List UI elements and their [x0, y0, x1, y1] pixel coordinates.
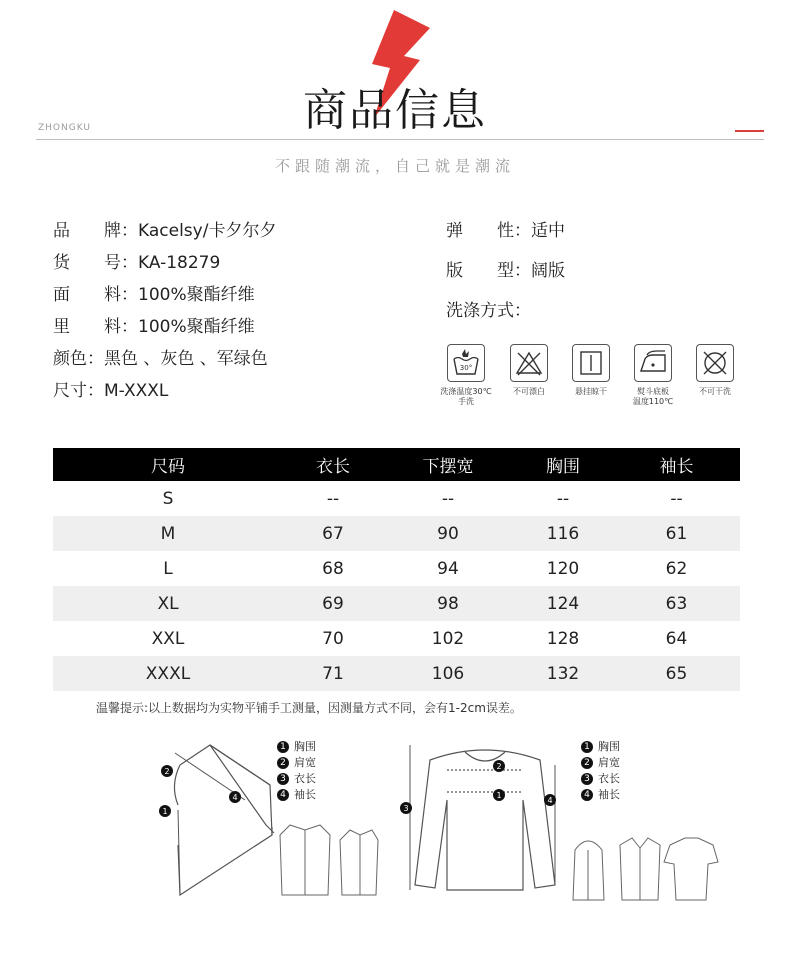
table-cell: 69: [283, 586, 383, 621]
table-row: [53, 481, 740, 516]
svg-text:2: 2: [496, 762, 502, 771]
svg-text:1: 1: [162, 807, 168, 816]
table-cell: 62: [665, 558, 688, 579]
size-row: [53, 376, 168, 401]
garment-thumbnails: [570, 830, 720, 905]
table-cell: 64: [665, 628, 688, 649]
fabric-row: [53, 280, 255, 305]
table-header-row: [53, 448, 740, 481]
care-hand-wash: [435, 344, 497, 407]
table-cell: 94: [437, 558, 459, 579]
table-cell: 71: [283, 656, 383, 691]
table-cell: 61: [613, 516, 740, 551]
elasticity-label: 弹 性：: [446, 221, 531, 241]
care-iron: [622, 344, 684, 407]
slogan: 不跟随潮流，自己就是潮流: [274, 157, 515, 175]
color-value: 黑色 、灰色 、军绿色: [104, 349, 268, 369]
care-caption: 温度110℃: [632, 397, 674, 406]
care-caption: 不可漂白: [513, 387, 545, 396]
item-no-row: [53, 248, 220, 273]
legend-left: [277, 739, 316, 803]
size-label: 尺寸：: [53, 381, 104, 401]
table-cell: 124: [513, 586, 613, 621]
table-cell: 65: [613, 656, 740, 691]
legend-item: 1 胸围: [581, 739, 620, 755]
brand-watermark: ZHONGKU: [38, 123, 91, 133]
legend-item: 2 肩宽: [277, 755, 316, 771]
table-cell: 98: [383, 586, 513, 621]
fabric-value: 100%聚酯纤维: [138, 285, 255, 305]
svg-text:4: 4: [547, 796, 553, 805]
care-caption: 手洗: [458, 397, 474, 406]
header-hem: 下摆宽: [383, 448, 513, 481]
table-cell: 132: [513, 656, 613, 691]
fit-value: 阔版: [531, 261, 565, 281]
svg-text:1: 1: [496, 791, 502, 800]
table-cell: 67: [283, 516, 383, 551]
table-cell: M: [53, 516, 283, 551]
color-label: 颜色：: [53, 349, 104, 369]
table-cell: 120: [546, 558, 580, 579]
care-caption: 不可干洗: [699, 387, 731, 396]
page-title: 商品信息: [303, 85, 487, 136]
legend-item: 3 衣长: [581, 771, 620, 787]
hang-dry-icon: [573, 345, 609, 381]
color-row: [53, 344, 268, 369]
table-cell: 102: [431, 628, 465, 649]
table-cell: --: [670, 488, 683, 509]
legend-item: 1 胸围: [277, 739, 316, 755]
lining-row: [53, 312, 255, 337]
table-cell: 63: [613, 586, 740, 621]
size-value: M-XXXL: [104, 381, 169, 401]
no-dry-clean-icon: [697, 345, 733, 381]
table-cell: 90: [383, 516, 513, 551]
header-chest: 胸围: [513, 448, 613, 481]
care-caption: 熨斗底板: [637, 387, 669, 396]
sweater-measure-illustration: [395, 740, 575, 900]
table-row: [53, 516, 740, 551]
care-no-bleach: [498, 344, 560, 397]
divider: [36, 139, 764, 140]
wash-temp: 30°: [459, 364, 473, 372]
table-cell: 70: [322, 628, 344, 649]
hand-wash-30-icon: [448, 345, 484, 381]
table-row: [53, 656, 740, 691]
table-row: [53, 586, 740, 621]
table-cell: 68: [322, 558, 344, 579]
svg-text:2: 2: [164, 767, 170, 776]
lining-value: 100%聚酯纤维: [138, 317, 255, 337]
elasticity-value: 适中: [531, 221, 565, 241]
table-row: [53, 551, 740, 586]
table-cell: S: [162, 488, 174, 509]
care-no-dry-clean: [684, 344, 746, 397]
header-size: 尺码: [53, 448, 283, 481]
accent-line: [735, 130, 764, 132]
brand-value: Kacelsy/卡夕尔夕: [138, 221, 277, 241]
brand-row: [53, 216, 276, 241]
legend-item: 2 肩宽: [581, 755, 620, 771]
item-no-label: 货 号：: [53, 253, 138, 273]
svg-text:4: 4: [232, 793, 238, 802]
measurement-note: 温馨提示:以上数据均为实物平铺手工测量，因测量方式不同，会有1-2cm误差。: [96, 701, 522, 715]
table-cell: XXL: [151, 628, 185, 649]
table-cell: --: [556, 488, 570, 509]
table-cell: --: [326, 488, 340, 509]
brand-label: 品 牌：: [53, 221, 138, 241]
care-caption: 悬挂晾干: [575, 387, 607, 396]
legend-item: 3 衣长: [277, 771, 316, 787]
legend-item: 4 袖长: [581, 787, 620, 803]
size-table: [53, 448, 740, 691]
table-cell: 116: [513, 516, 613, 551]
elasticity-row: [446, 216, 565, 241]
legend-right: [581, 739, 620, 803]
table-row: [53, 621, 740, 656]
washing-label: 洗涤方式：: [446, 301, 531, 321]
table-cell: 128: [546, 628, 580, 649]
table-cell: XXXL: [53, 656, 283, 691]
header-length: 衣长: [283, 448, 383, 481]
care-hang-dry: [560, 344, 622, 397]
legend-item: 4 袖长: [277, 787, 316, 803]
no-bleach-icon: [511, 345, 547, 381]
table-cell: L: [163, 558, 173, 579]
table-cell: --: [441, 488, 455, 509]
header-sleeve: 袖长: [613, 448, 740, 481]
svg-text:3: 3: [403, 804, 409, 813]
fit-label: 版 型：: [446, 261, 531, 281]
lining-label: 里 料：: [53, 317, 138, 337]
care-caption: 洗涤温度30℃: [440, 387, 492, 396]
fit-row: [446, 256, 565, 281]
fabric-label: 面 料：: [53, 285, 138, 305]
iron-low-icon: [635, 345, 671, 381]
item-no-value: KA-18279: [138, 253, 221, 273]
jacket-measure-illustration: [150, 725, 380, 905]
table-cell: XL: [53, 586, 283, 621]
table-cell: 106: [383, 656, 513, 691]
